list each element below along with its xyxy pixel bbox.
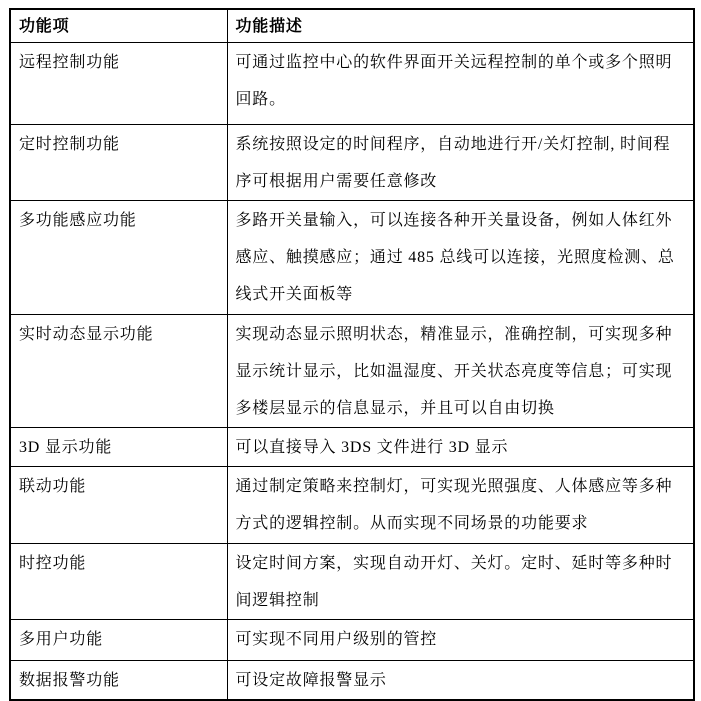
cell-function-item: 多用户功能 [10,620,227,661]
cell-function-item: 定时控制功能 [10,125,227,201]
cell-function-item: 数据报警功能 [10,661,227,701]
cell-function-item: 3D 显示功能 [10,428,227,467]
table-row-remote-control [10,43,694,125]
cell-function-description: 可实现不同用户级别的管控 [227,620,694,661]
cell-function-item: 时控功能 [10,544,227,620]
table-row-data-alarm [10,661,694,701]
feature-table [9,8,695,701]
cell-function-description: 设定时间方案，实现自动开灯、关灯。定时、延时等多种时间逻辑控制 [227,544,694,620]
table-row-time-control [10,544,694,620]
cell-function-item: 远程控制功能 [10,43,227,125]
cell-function-description: 系统按照设定的时间程序，自动地进行开/关灯控制, 时间程序可根据用户需要任意修改 [227,125,694,201]
table-row-multi-user [10,620,694,661]
table-row-realtime-dynamic-display [10,315,694,428]
cell-function-description: 可以直接导入 3DS 文件进行 3D 显示 [227,428,694,467]
table-header-row [10,9,694,43]
table-row-3d-display [10,428,694,467]
cell-function-description: 可通过监控中心的软件界面开关远程控制的单个或多个照明回路。 [227,43,694,125]
table-row-timed-control [10,125,694,201]
cell-function-description: 多路开关量输入，可以连接各种开关量设备，例如人体红外感应、触摸感应；通过 485 总线可以连接，光照度检测、总线式开关面板等 [227,201,694,315]
cell-function-description: 通过制定策略来控制灯，可实现光照强度、人体感应等多种方式的逻辑控制。从而实现不同场景的功能要求 [227,467,694,544]
table-row-multifunction-sensing [10,201,694,315]
cell-function-description: 可设定故障报警显示 [227,661,694,701]
table-row-linkage [10,467,694,544]
header-cell-function-item: 功能项 [10,9,227,43]
cell-function-item: 多功能感应功能 [10,201,227,315]
cell-function-item: 联动功能 [10,467,227,544]
cell-function-description: 实现动态显示照明状态，精准显示，准确控制，可实现多种显示统计显示，比如温湿度、开关状态亮度等信息；可实现多楼层显示的信息显示，并且可以自由切换 [227,315,694,428]
header-cell-function-description: 功能描述 [227,9,694,43]
cell-function-item: 实时动态显示功能 [10,315,227,428]
